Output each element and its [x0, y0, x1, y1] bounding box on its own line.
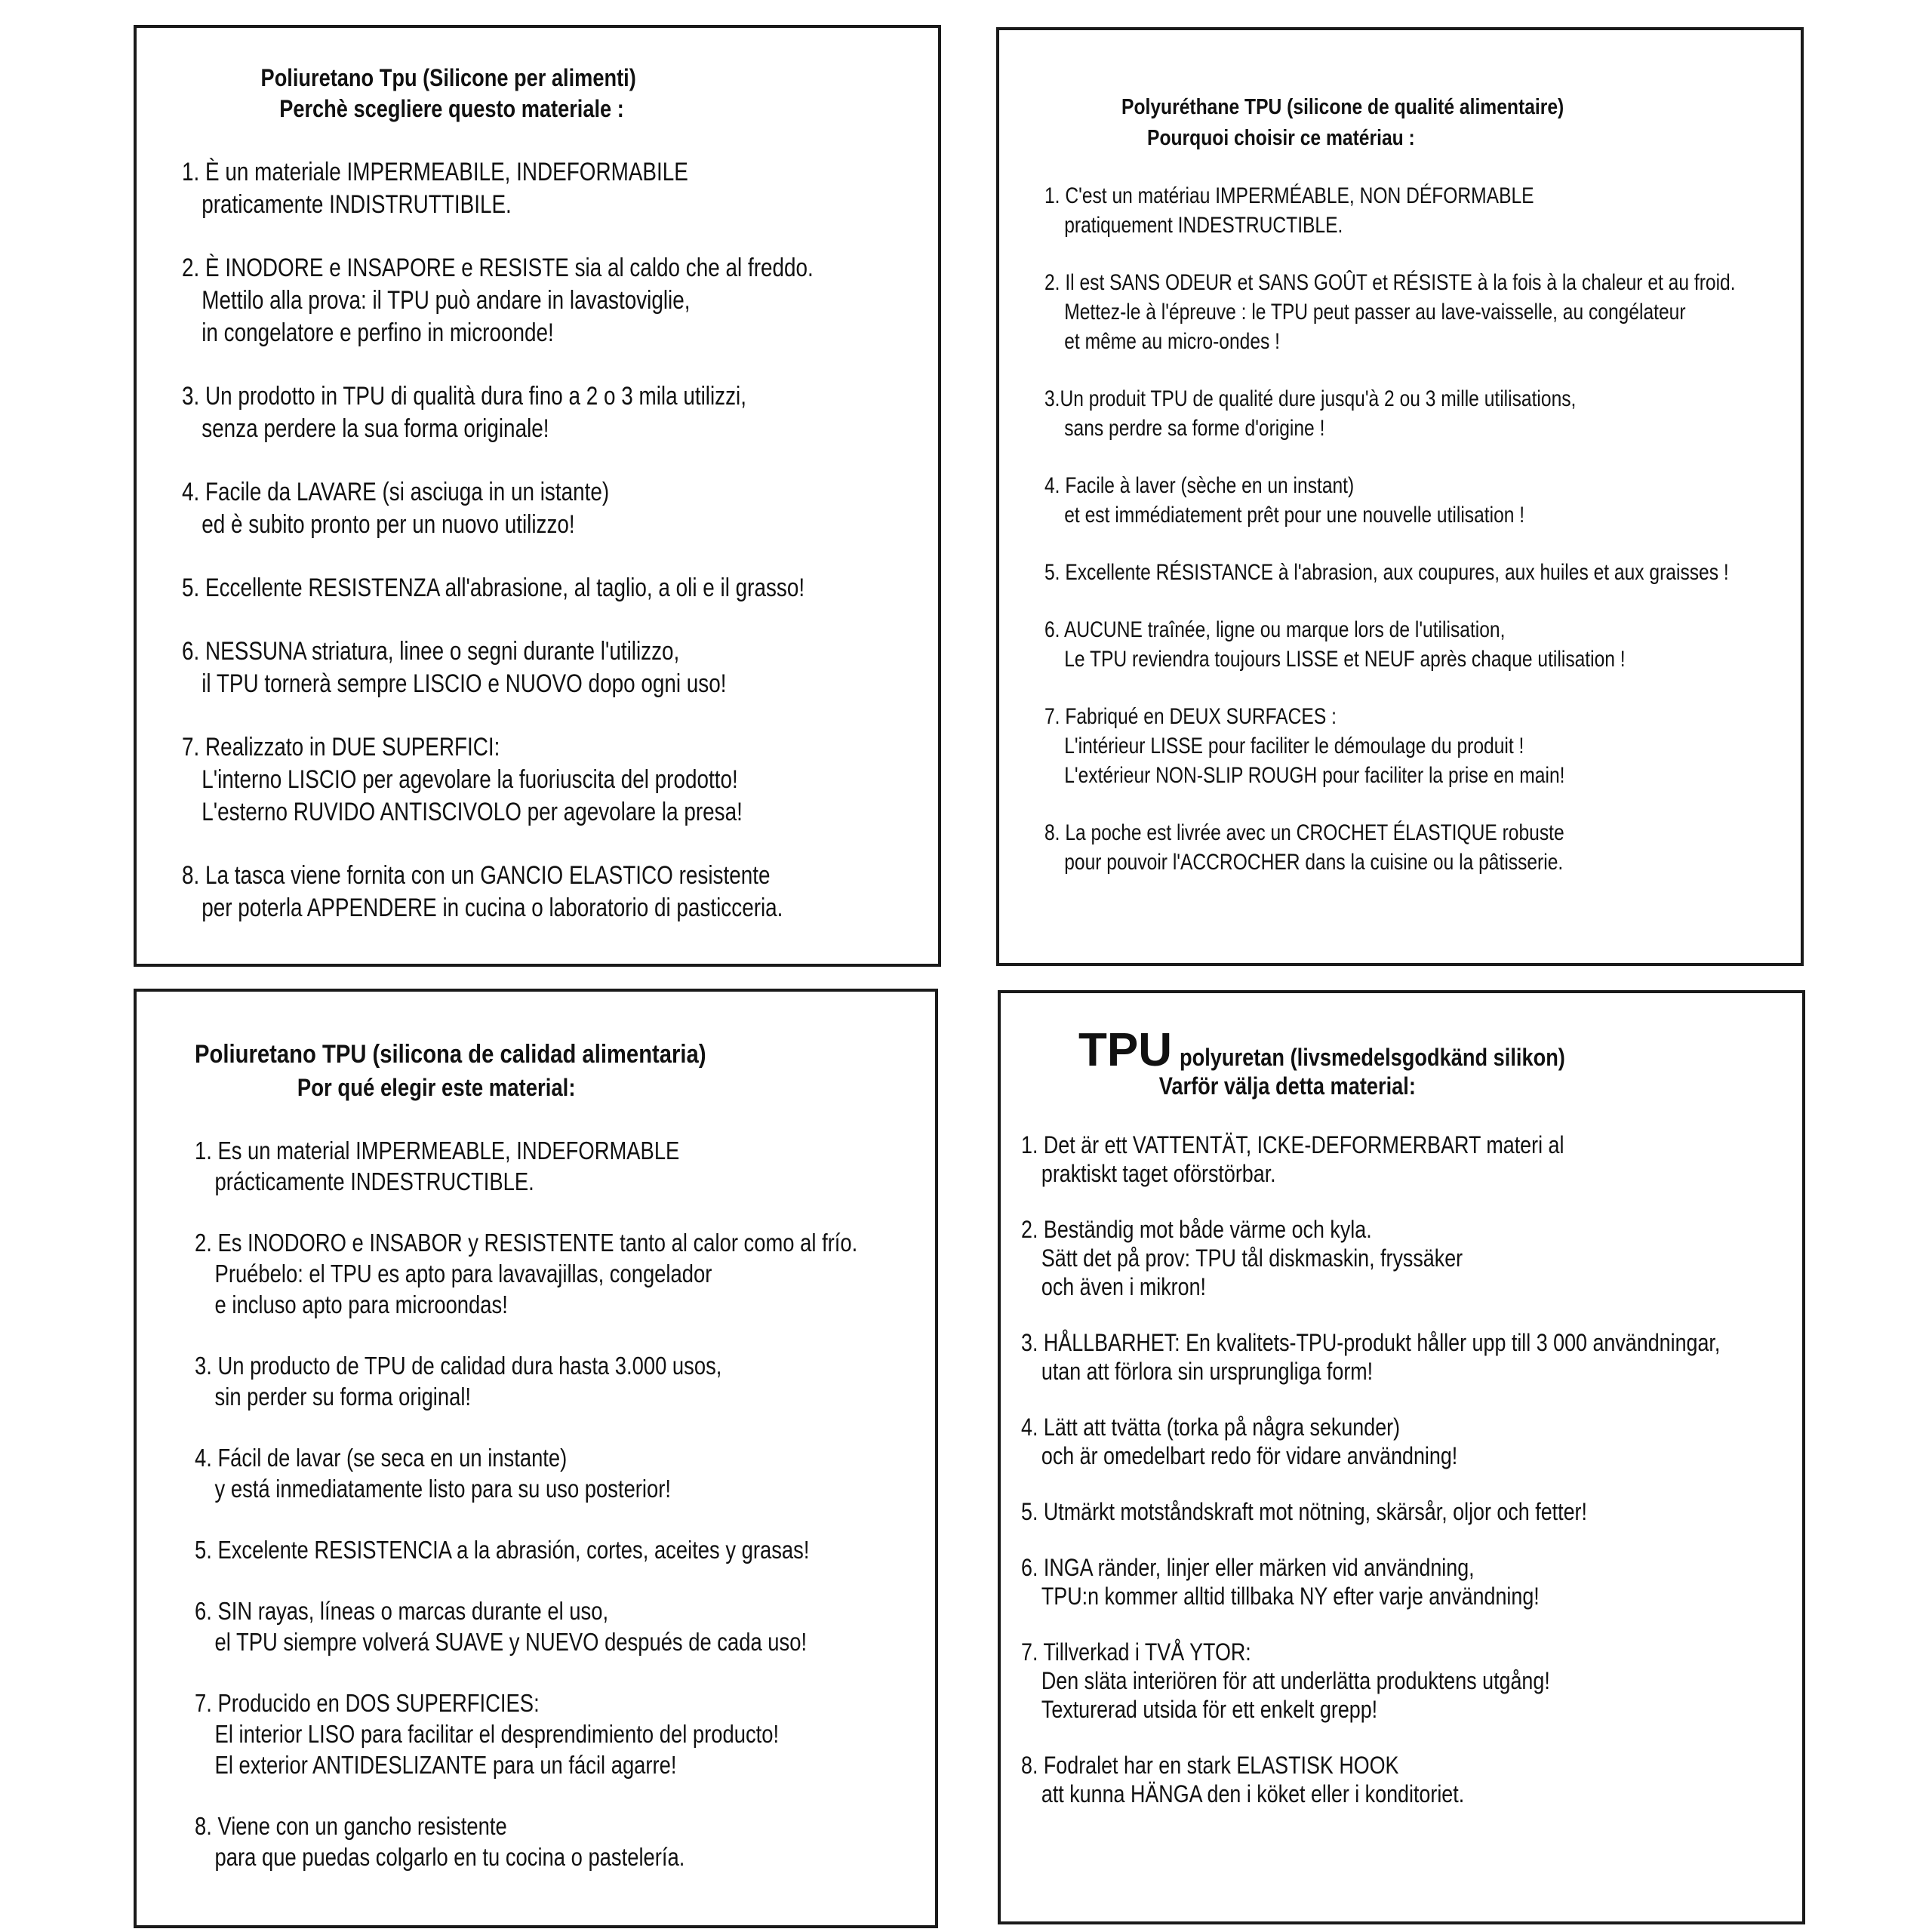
italian-subtitle: Perchè scegliere questo materiale :: [279, 95, 624, 122]
item-line-continuation: Pruébelo: el TPU es apto para lavavajillas, congelador: [214, 1260, 712, 1287]
list-item: [1044, 615, 1665, 674]
list-item: [1021, 1131, 1677, 1188]
item-line-continuation: Texturerad utsida för ett enkelt grepp!: [1041, 1696, 1378, 1723]
list-item: [182, 572, 805, 605]
item-line-continuation: Le TPU reviendra toujours LISSE et NEUF après chaque utilisation !: [1064, 647, 1626, 672]
item-line-first: 8. La poche est livrée avec un CROCHET ÉLASTIQUE robuste: [1044, 820, 1564, 845]
item-line-continuation: prácticamente INDESTRUCTIBLE.: [214, 1168, 534, 1195]
item-line-first: 5. Utmärkt motståndskraft mot nötning, skärsår, oljor och fetter!: [1021, 1498, 1587, 1525]
italian-list: [182, 156, 938, 924]
item-line-first: 5. Excelente RESISTENCIA a la abrasión, cortes, aceites y grasas!: [195, 1536, 810, 1564]
item-line-first: 8. Viene con un gancho resistente: [195, 1812, 507, 1840]
item-line-first: 6. NESSUNA striatura, linee o segni durante l'utilizzo,: [182, 637, 680, 666]
list-item: [195, 1595, 809, 1657]
item-line-continuation: TPU:n kommer alltid tillbaka NY efter varje användning!: [1041, 1583, 1540, 1610]
french-panel: [996, 27, 1804, 966]
french-list: [1044, 181, 1801, 877]
italian-panel: [134, 25, 941, 967]
item-line-continuation: il TPU tornerà sempre LISCIO e NUOVO dopo ogni uso!: [202, 669, 727, 698]
spanish-list: [195, 1135, 935, 1872]
item-line-first: 7. Fabriqué en DEUX SURFACES :: [1044, 704, 1337, 729]
item-line-continuation: sans perdre sa forme d'origine !: [1064, 416, 1325, 441]
spanish-panel: [134, 989, 938, 1928]
list-item: [1044, 471, 1665, 530]
item-line-continuation: pratiquement INDESTRUCTIBLE.: [1064, 213, 1343, 238]
item-line-continuation: och är omedelbart redo för vidare användning!: [1041, 1442, 1458, 1469]
swedish-subtitle: Varför välja detta material:: [1158, 1072, 1416, 1100]
item-line-first: 7. Tillverkad i TVÅ YTOR:: [1021, 1638, 1251, 1666]
list-item: [1044, 818, 1665, 877]
item-line-first: 3. Un prodotto in TPU di qualità dura fino a 2 o 3 mila utilizzi,: [182, 382, 747, 411]
item-line-first: 4. Facile da LAVARE (si asciuga in un istante): [182, 478, 610, 506]
swedish-title-tpu: TPU: [1078, 1024, 1172, 1076]
item-line-continuation: et est immédiatement prêt pour une nouvelle utilisation !: [1064, 503, 1525, 528]
item-line-continuation: praticamente INDISTRUTTIBILE.: [202, 190, 512, 219]
list-item: [1044, 268, 1736, 356]
item-line-continuation: Mettez-le à l'épreuve : le TPU peut passer au lave-vaisselle, au congélateur: [1064, 300, 1686, 325]
item-line-continuation: e incluso apto para microondas!: [214, 1291, 508, 1318]
item-line-continuation: att kunna HÄNGA den i köket eller i konditoriet.: [1041, 1780, 1465, 1807]
item-line-continuation: Den släta interiören för att underlätta produktens utgång!: [1041, 1667, 1550, 1694]
item-line-first: 4. Lätt att tvätta (torka på några sekunder): [1021, 1414, 1401, 1441]
spanish-title: Poliuretano TPU (silicona de calidad alimentaria): [195, 1040, 706, 1069]
list-item: [182, 635, 802, 700]
list-item: [1044, 702, 1665, 790]
item-line-first: 2. Il est SANS ODEUR et SANS GOÛT et RÉSISTE à la fois à la chaleur et au froid.: [1044, 270, 1736, 295]
item-line-first: 5. Eccellente RESISTENZA all'abrasione, al taglio, a oli e il grasso!: [182, 574, 805, 602]
item-line-continuation: ed è subito pronto per un nuovo utilizzo!: [202, 510, 575, 539]
item-line-first: 3.Un produit TPU de qualité dure jusqu'à 2 ou 3 mille utilisations,: [1044, 386, 1577, 411]
item-line-continuation: utan att förlora sin ursprungliga form!: [1041, 1358, 1374, 1385]
item-line-continuation: L'extérieur NON-SLIP ROUGH pour faciliter la prise en main!: [1064, 763, 1565, 788]
item-line-continuation: El exterior ANTIDESLIZANTE para un fácil agarre!: [214, 1751, 677, 1779]
list-item: [182, 860, 802, 924]
item-line-first: 4. Fácil de lavar (se seca en un instante): [195, 1444, 568, 1472]
item-line-continuation: El interior LISO para facilitar el desprendimiento del producto!: [214, 1720, 780, 1748]
item-line-continuation: pour pouvoir l'ACCROCHER dans la cuisine ou la pâtisserie.: [1064, 850, 1564, 875]
item-line-first: 7. Producido en DOS SUPERFICIES:: [195, 1689, 540, 1717]
item-line-first: 7. Realizzato in DUE SUPERFICI:: [182, 733, 500, 761]
italian-title: Poliuretano Tpu (Silicone per alimenti): [260, 64, 636, 91]
list-item: [182, 252, 814, 349]
item-line-continuation: L'esterno RUVIDO ANTISCIVOLO per agevolare la presa!: [202, 798, 743, 826]
list-item: [182, 476, 802, 541]
item-line-continuation: och även i mikron!: [1041, 1273, 1207, 1300]
list-item: [195, 1810, 809, 1872]
list-item: [1021, 1413, 1677, 1470]
list-item: [1021, 1638, 1677, 1724]
item-line-first: 1. C'est un matériau IMPERMÉABLE, NON DÉFORMABLE: [1044, 183, 1534, 208]
list-item: [1044, 384, 1665, 443]
spanish-subtitle: Por qué elegir este material:: [297, 1074, 576, 1101]
list-item: [195, 1135, 809, 1197]
french-subtitle: Pourquoi choisir ce matériau :: [1147, 126, 1415, 150]
list-item: [1021, 1497, 1677, 1526]
item-line-continuation: Mettilo alla prova: il TPU può andare in lavastoviglie,: [202, 286, 691, 315]
list-item: [1021, 1553, 1677, 1611]
item-line-first: 6. SIN rayas, líneas o marcas durante el uso,: [195, 1597, 609, 1625]
item-line-first: 2. È INODORE e INSAPORE e RESISTE sia al caldo che al freddo.: [182, 254, 814, 282]
item-line-continuation: praktiskt taget oförstörbar.: [1041, 1160, 1276, 1187]
item-line-first: 4. Facile à laver (sèche en un instant): [1044, 473, 1355, 498]
list-item: [182, 156, 802, 221]
item-line-continuation: Sätt det på prov: TPU tål diskmaskin, fryssäker: [1041, 1244, 1463, 1272]
item-line-continuation: y está inmediatamente listo para su uso posterior!: [214, 1475, 671, 1503]
french-title: Polyuréthane TPU (silicone de qualité alimentaire): [1121, 95, 1564, 119]
swedish-list: [1021, 1131, 1802, 1808]
item-line-first: 1. Es un material IMPERMEABLE, INDEFORMABLE: [195, 1137, 680, 1164]
item-line-continuation: per poterla APPENDERE in cucina o laboratorio di pasticceria.: [202, 894, 783, 922]
list-item: [1044, 181, 1665, 240]
list-item: [1044, 558, 1729, 587]
item-line-continuation: sin perder su forma original!: [214, 1383, 472, 1411]
item-line-continuation: in congelatore e perfino in microonde!: [202, 318, 554, 347]
list-item: [1021, 1328, 1721, 1386]
item-line-first: 6. AUCUNE traînée, ligne ou marque lors de l'utilisation,: [1044, 617, 1506, 642]
item-line-first: 6. INGA ränder, linjer eller märken vid användning,: [1021, 1554, 1475, 1581]
item-line-first: 3. Un producto de TPU de calidad dura hasta 3.000 usos,: [195, 1352, 722, 1380]
item-line-continuation: senza perdere la sua forma originale!: [202, 414, 549, 443]
list-item: [182, 380, 802, 445]
item-line-first: 8. La tasca viene fornita con un GANCIO ELASTICO resistente: [182, 861, 771, 890]
list-item: [195, 1687, 809, 1780]
swedish-title-row: [1021, 1023, 1802, 1077]
item-line-first: 2. Beständig mot både värme och kyla.: [1021, 1216, 1372, 1243]
item-line-first: 3. HÅLLBARHET: En kvalitets-TPU-produkt håller upp till 3 000 användningar,: [1021, 1329, 1721, 1356]
item-line-continuation: et même au micro-ondes !: [1064, 329, 1280, 354]
item-line-first: 1. È un materiale IMPERMEABILE, INDEFORMABILE: [182, 158, 688, 186]
swedish-panel: [998, 990, 1805, 1924]
item-line-continuation: para que puedas colgarlo en tu cocina o pastelería.: [214, 1843, 685, 1871]
list-item: [195, 1227, 858, 1320]
list-item: [1021, 1751, 1677, 1808]
item-line-continuation: L'intérieur LISSE pour faciliter le démoulage du produit !: [1064, 734, 1524, 758]
item-line-first: 1. Det är ett VATTENTÄT, ICKE-DEFORMERBART materi al: [1021, 1131, 1564, 1158]
list-item: [195, 1442, 809, 1504]
list-item: [182, 731, 802, 829]
swedish-title: polyuretan (livsmedelsgodkänd silikon): [1180, 1044, 1566, 1071]
list-item: [1021, 1215, 1677, 1301]
item-line-first: 8. Fodralet har en stark ELASTISK HOOK: [1021, 1752, 1399, 1779]
list-item: [195, 1534, 809, 1565]
item-line-first: 5. Excellente RÉSISTANCE à l'abrasion, aux coupures, aux huiles et aux graisses !: [1044, 560, 1729, 585]
item-line-first: 2. Es INODORO e INSABOR y RESISTENTE tanto al calor como al frío.: [195, 1229, 858, 1257]
list-item: [195, 1350, 809, 1412]
item-line-continuation: L'interno LISCIO per agevolare la fuoriuscita del prodotto!: [202, 765, 738, 794]
item-line-continuation: el TPU siempre volverá SUAVE y NUEVO después de cada uso!: [214, 1628, 808, 1656]
